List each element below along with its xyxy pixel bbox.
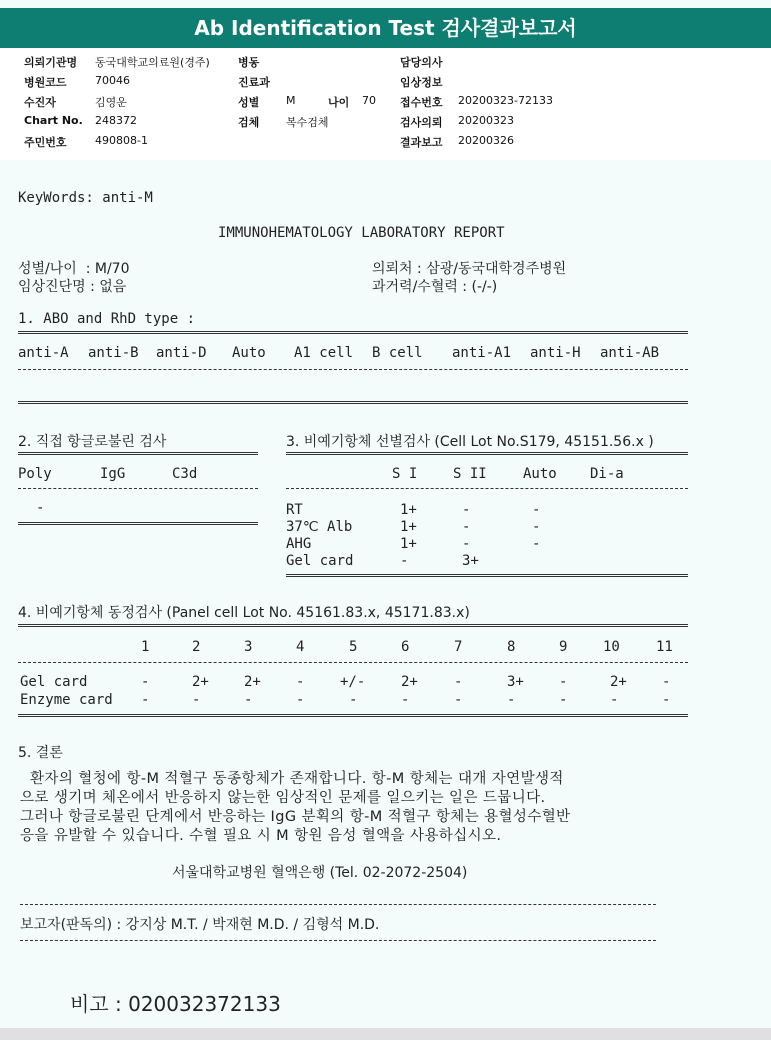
reporter-line: 보고자(판독의) : 강지상 M.T. / 박재현 M.D. / 김형석 M.D. [20,917,380,933]
ward-label: 병동 [238,56,260,69]
screen-row-label: AHG [286,536,312,552]
lab-report-body [0,168,771,1028]
panel-cell: - [244,692,253,708]
divider [286,574,688,577]
panel-cell: - [559,674,568,690]
divider [18,714,688,717]
sex-value: M [286,94,296,107]
screen-row-label: RT [286,502,303,518]
panel-col: 5 [349,639,358,655]
divider [18,331,688,334]
accession-label: 접수번호 [400,96,443,109]
screen-cell: 3+ [462,553,479,569]
patient-label: 수진자 [24,96,56,109]
id-label: 주민번호 [24,136,67,149]
conclusion-text [20,770,710,846]
report-heading: IMMUNOHEMATOLOGY LABORATORY REPORT [218,225,505,241]
abo-col: B cell [372,345,423,361]
institution-value: 동국대학교의료원(경주) [95,56,210,69]
dept-label: 진료과 [238,76,270,89]
panel-cell: 3+ [507,674,524,690]
specimen-label: 검체 [238,116,260,129]
panel-cell: - [141,674,150,690]
screen-cell: - [532,519,541,535]
screen-cell: 1+ [400,536,417,552]
divider [18,662,688,663]
screen-cell: 1+ [400,519,417,535]
screen-cell: - [400,553,409,569]
id-value: 490808-1 [95,134,148,147]
panel-row-label: Enzyme card [20,692,113,708]
panel-col: 7 [454,639,463,655]
screen-row-label: 37℃ Alb [286,519,353,535]
divider [18,488,258,489]
panel-cell: - [610,692,619,708]
accession-value: 20200323-72133 [458,94,553,107]
screen-cell: - [462,502,471,518]
history-line: 과거력/수혈력 : (-/-) [372,279,498,295]
age-value: 70 [362,94,376,107]
footer-strip [0,1028,771,1040]
panel-col: 2 [192,639,201,655]
panel-cell: 2+ [401,674,418,690]
age-label: 나이 [328,96,350,109]
panel-cell: - [662,674,671,690]
panel-cell: - [296,674,305,690]
panel-cell: +/- [340,674,366,690]
panel-cell: - [296,692,305,708]
panel-row-label: Gel card [20,674,88,690]
screen-col: Auto [523,466,557,482]
divider [18,369,688,370]
panel-col: 6 [401,639,410,655]
abo-col: anti-H [530,345,581,361]
screen-cell: 1+ [400,502,417,518]
divider [286,488,688,489]
panel-col: 9 [559,639,568,655]
panel-col: 10 [603,639,620,655]
remark-line: 비고 : 020032372133 [70,992,281,1016]
panel-col: 11 [656,639,673,655]
abo-col: anti-A [18,345,69,361]
sex-label: 성별 [238,96,260,109]
request-value: 20200323 [458,114,514,127]
panel-cell: - [401,692,410,708]
patient-value: 김영운 [95,96,127,109]
diagnosis-line: 임상진단명 : 없음 [18,279,127,295]
report-title: Ab Identification Test 검사결과보고서 [0,8,771,48]
screen-cell: - [532,502,541,518]
abo-col: anti-D [156,345,207,361]
divider [286,452,688,455]
screen-col: S II [453,466,487,482]
panel-cell: 2+ [610,674,627,690]
panel-cell: 2+ [192,674,209,690]
abo-col: anti-AB [600,345,660,361]
divider [18,624,688,627]
bloodbank-line: 서울대학교병원 혈액은행 (Tel. 02-2072-2504) [172,865,468,881]
referrer-line: 의뢰처 : 삼광/동국대학경주병원 [372,261,567,277]
dat-value: - [36,500,45,516]
panel-cell: - [454,674,463,690]
keywords: KeyWords: anti-M [18,190,153,206]
panel-col: 3 [244,639,253,655]
conclusion-line: 그러나 항글로불린 단계에서 반응하는 IgG 분획의 항-M 적혈구 항체는 용혈성수혈반 [20,809,571,825]
screen-col: Di-a [590,466,624,482]
panel-cell: 2+ [244,674,261,690]
conclusion-line: 환자의 혈청에 항-M 적혈구 동종항체가 존재합니다. 항-M 항체는 대개 자연발생적 [20,771,564,787]
conclusion-line: 응을 유발할 수 있습니다. 수혈 필요 시 M 항원 음성 혈액을 사용하십시오. [20,828,502,844]
abo-col: anti-B [88,345,139,361]
sex-age-line: 성별/나이 : M/70 [18,261,130,277]
dat-col: Poly [18,466,52,482]
report-date-value: 20200326 [458,134,514,147]
request-label: 검사의뢰 [400,116,443,129]
dat-col: C3d [172,466,198,482]
panel-cell: - [141,692,150,708]
screen-cell: - [532,536,541,552]
patient-info-panel [0,48,771,160]
report-date-label: 결과보고 [400,136,443,149]
institution-label: 의뢰기관명 [24,56,78,69]
specimen-value: 복수검체 [286,116,329,129]
panel-cell: - [559,692,568,708]
divider [20,904,656,905]
chart-value: 248372 [95,114,137,127]
screen-cell: - [462,519,471,535]
abo-col: anti-A1 [452,345,512,361]
divider [18,452,258,455]
section1-title: 1. ABO and RhD type : [18,311,196,327]
abo-col: A1 cell [294,345,354,361]
hospital-code-value: 70046 [95,74,130,87]
panel-cell: - [507,692,516,708]
divider [18,522,258,525]
panel-cell: - [454,692,463,708]
divider [20,940,656,941]
section3-title: 3. 비예기항체 선별검사 (Cell Lot No.S179, 45151.56.x ) [286,434,654,450]
screen-row-label: Gel card [286,553,354,569]
section4-title: 4. 비예기항체 동정검사 (Panel cell Lot No. 45161.83.x, 45171.83.x) [18,605,470,621]
doctor-label: 담당의사 [400,56,443,69]
screen-cell: - [462,536,471,552]
panel-col: 1 [141,639,150,655]
section5-title: 5. 결론 [18,745,63,761]
panel-cell: - [349,692,358,708]
chart-label: Chart No. [24,114,83,127]
dat-col: IgG [100,466,126,482]
section2-title: 2. 직접 항글로불린 검사 [18,434,167,450]
panel-col: 8 [507,639,516,655]
abo-col: Auto [232,345,266,361]
screen-col: S I [392,466,418,482]
panel-cell: - [192,692,201,708]
clinical-info-label: 임상정보 [400,76,443,89]
panel-cell: - [662,692,671,708]
divider [18,401,688,404]
hospital-code-label: 병원코드 [24,76,67,89]
conclusion-line: 으로 생기며 체온에서 반응하지 않는한 임상적인 문제를 일으키는 일은 드뭅니다. [20,790,546,806]
panel-col: 4 [296,639,305,655]
